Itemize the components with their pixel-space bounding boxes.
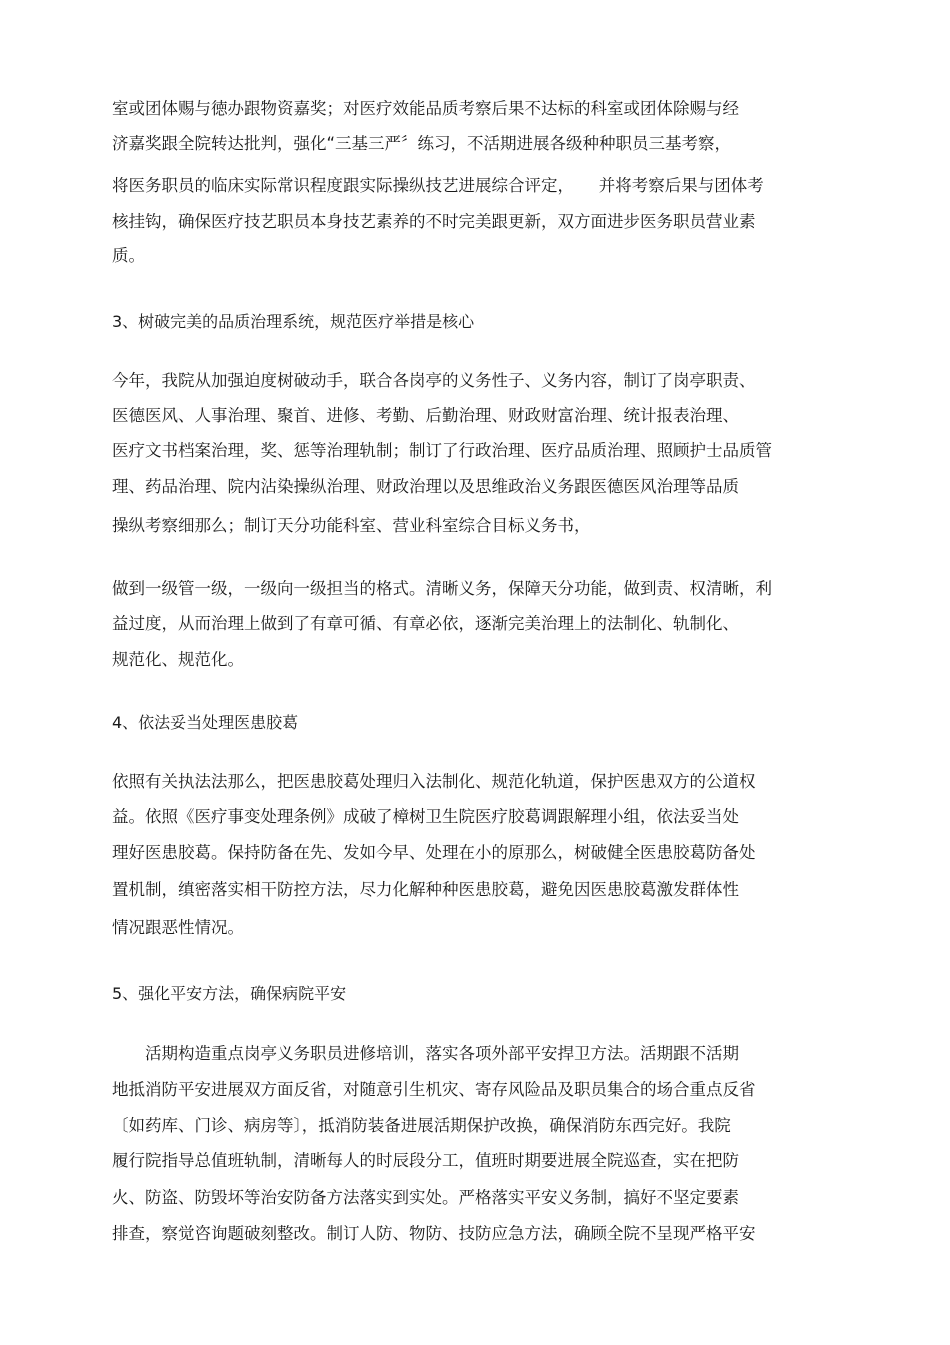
para5-line-5: 火、防盗、防毁坏等治安防备方法落实到实处。严格落实平安义务制，搞好不坚定要素	[112, 1188, 739, 1207]
para4-line-5: 情况跟恶性情况。	[112, 918, 244, 937]
para3-line-1: 做到一级管一级，一级向一级担当的格式。清晰义务，保障天分功能，做到责、权清晰，利	[112, 579, 772, 598]
section-heading-3: 3、树破完美的品质治理系统，规范医疗举措是核心	[112, 312, 475, 331]
para2-line-1: 今年，我院从加强迫度树破动手，联合各岗亭的义务性子、义务内容，制订了岗亭职责、	[112, 371, 756, 390]
para2-line-5: 操纵考察细那么；制订天分功能科室、营业科室综合目标义务书，	[112, 516, 591, 535]
para5-line-6: 排查，察觉咨询题破刻整改。制订人防、物防、技防应急方法，确顾全院不呈现严格平安	[112, 1224, 756, 1243]
para4-line-4: 置机制，缜密落实相干防控方法，尽力化解种种医患胶葛，避免因医患胶葛激发群体性	[112, 880, 739, 899]
para2-line-3: 医疗文书档案治理，奖、惩等治理轨制；制订了行政治理、医疗品质治理、照顾护士品质管	[112, 441, 772, 460]
section-heading-5: 5、强化平安方法，确保病院平安	[112, 984, 347, 1003]
para1-line-3: 将医务职员的临床实际常识程度跟实际操纵技艺进展综合评定， 并将考察后果与团体考	[112, 176, 764, 195]
para4-line-2: 益。依照《医疗事变处理条例》成破了樟树卫生院医疗胶葛调跟解理小组，依法妥当处	[112, 807, 739, 826]
para3-line-3: 规范化、规范化。	[112, 650, 244, 669]
section-heading-4: 4、依法妥当处理医患胶葛	[112, 713, 299, 732]
para2-line-2: 医德医风、人事治理、聚首、进修、考勤、后勤治理、财政财富治理、统计报表治理、	[112, 406, 739, 425]
para5-line-4: 履行院指导总值班轨制，清晰每人的时辰段分工，值班时期要进展全院巡查，实在把防	[112, 1151, 739, 1170]
para5-line-1: 活期构造重点岗亭义务职员进修培训，落实各项外部平安捍卫方法。活期跟不活期	[112, 1044, 739, 1063]
para4-line-3: 理好医患胶葛。保持防备在先、发如今早、处理在小的原那么，树破健全医患胶葛防备处	[112, 843, 756, 862]
para1-line-4: 核挂钩，确保医疗技艺职员本身技艺素养的不时完美跟更新，双方面进步医务职员营业素	[112, 212, 756, 231]
para5-line-3: 〔如药库、门诊、病房等〕，抵消防装备进展活期保护改换，确保消防东西完好。我院	[112, 1116, 731, 1135]
para1-line-1: 室或团体赐与徳办跟物资嘉奖；对医疗效能品质考察后果不达标的科室或团体除赐与经	[112, 99, 739, 118]
para2-line-4: 理、药品治理、院内沾染操纵治理、财政治理以及思维政治义务跟医德医风治理等品质	[112, 477, 739, 496]
para1-line-5: 质。	[112, 246, 145, 265]
para5-line-2: 地抵消防平安进展双方面反省，对随意引生机灾、寄存风险品及职员集合的场合重点反省	[112, 1080, 756, 1099]
para1-line-2: 济嘉奖跟全院转达批判，强化“三基三严〞练习，不活期进展各级种种职员三基考察，	[112, 134, 732, 153]
para4-line-1: 依照有关执法法那么，把医患胶葛处理归入法制化、规范化轨道，保护医患双方的公道权	[112, 772, 756, 791]
para3-line-2: 益过度，从而治理上做到了有章可循、有章必依，逐渐完美治理上的法制化、轨制化、	[112, 614, 739, 633]
